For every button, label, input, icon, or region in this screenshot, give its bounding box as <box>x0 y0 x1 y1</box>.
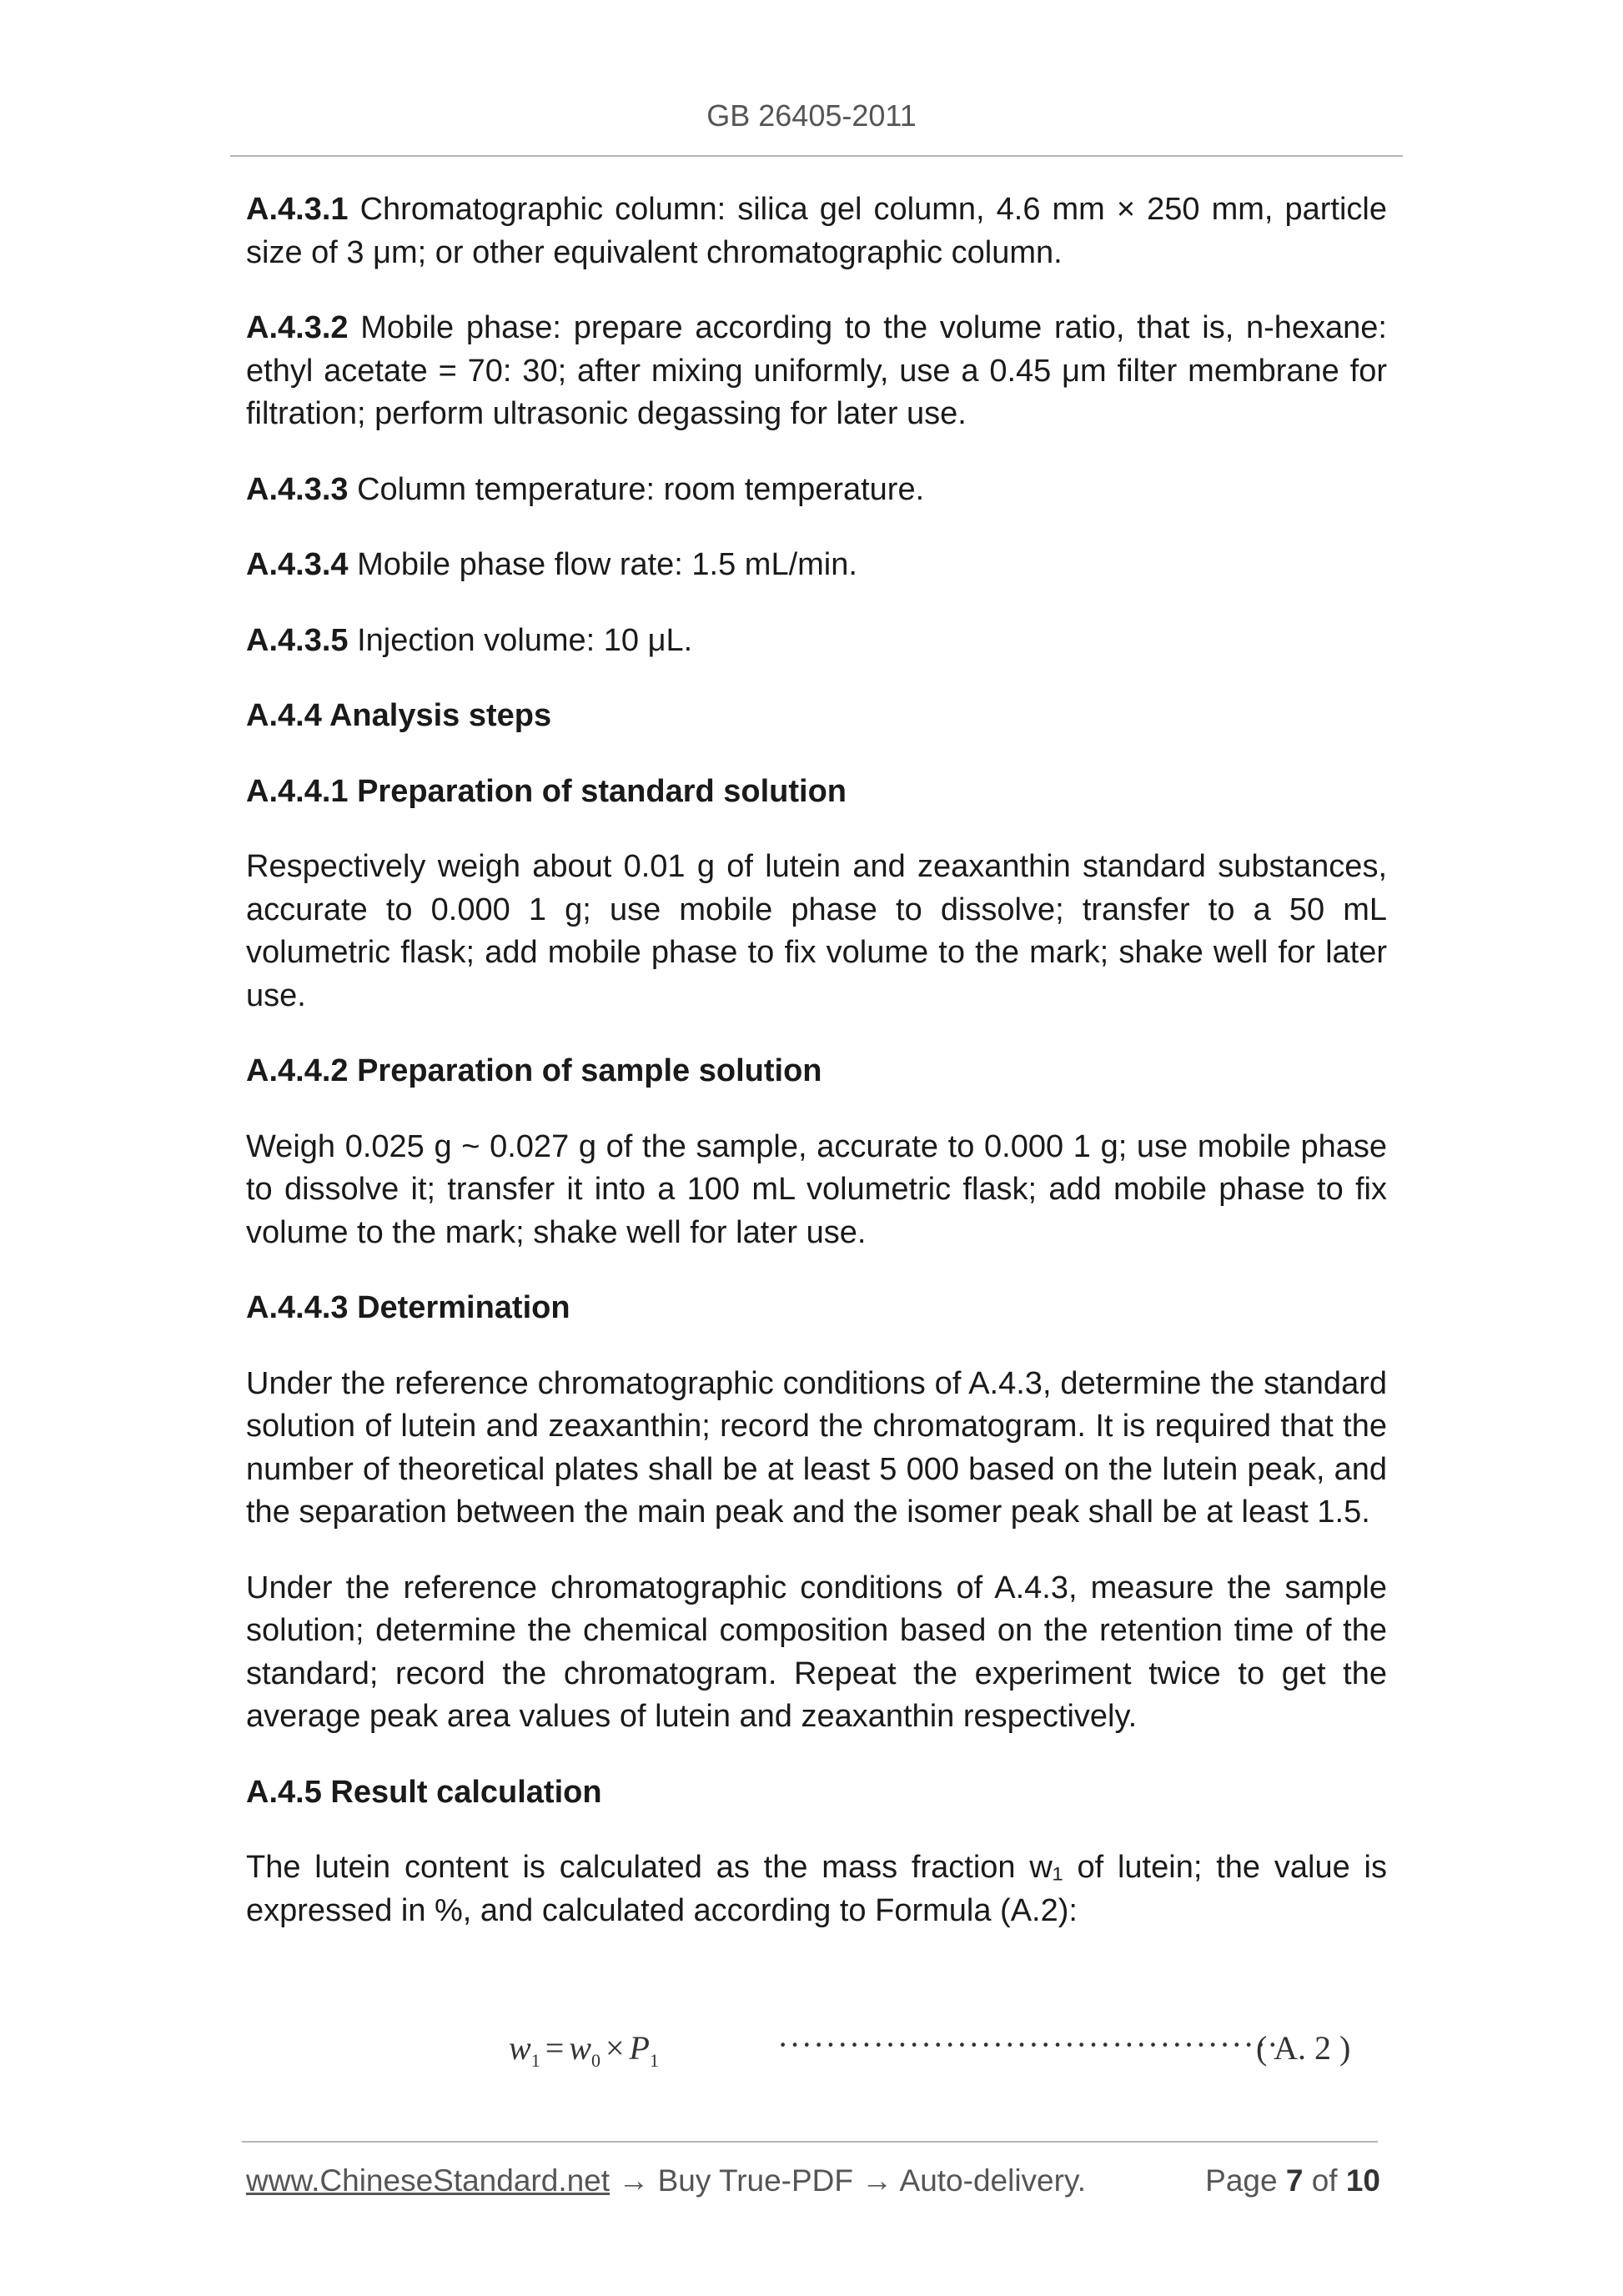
footer-promo <box>246 2163 1086 2198</box>
formula-expression <box>509 2028 659 2072</box>
paragraph-a431 <box>246 188 1387 274</box>
clause-text: Injection volume: 10 μL. <box>348 622 693 658</box>
paragraph-sample-solution: Weigh 0.025 g ~ 0.027 g of the sample, accurate to 0.000 1 g; use mobile phase to dissolve it; transfer it into a 100 mL volumetric flask; add mobile phase to fix volume to the mark; shake well for later use. <box>246 1128 1387 1250</box>
formula-var: w <box>569 2029 591 2067</box>
clause-number: A.4.3.1 <box>246 192 349 227</box>
clause-text: Mobile phase flow rate: 1.5 mL/min. <box>348 547 857 582</box>
paragraph-standard-solution: Respectively weigh about 0.01 g of lutein and zeaxanthin standard substances, accurate to 0.000 1 g; use mobile phase to dissolve; transfer to a 50 mL volumetric flask; add mobile phase to fix volume to the mark; shake well for later use. <box>246 849 1387 1013</box>
formula-sub: 1 <box>649 2050 659 2071</box>
page-indicator <box>1205 2163 1380 2198</box>
paragraph-a435 <box>246 620 1387 663</box>
clause-number: A.4.3.5 <box>246 622 349 658</box>
paragraph-a434 <box>246 544 1387 587</box>
page-current: 7 <box>1285 2163 1304 2198</box>
section-heading-a442: A.4.4.2 Preparation of sample solution <box>246 1053 822 1088</box>
section-heading-a44: A.4.4 Analysis steps <box>246 698 552 733</box>
paragraph-determination-2: Under the reference chromatographic conditions of A.4.3, measure the sample solution; determine the chemical composition based on the retention time of the standard; record the chromatogram. Repeat the experiment twice to get the average peak area values of lutein and zeaxanthin respectively. <box>246 1570 1387 1734</box>
formula-var: w <box>509 2029 531 2067</box>
clause-number: A.4.3.3 <box>246 471 349 507</box>
paragraph-result-calculation: The lutein content is calculated as the mass fraction w₁ of lutein; the value is expressed in %, and calculated according to Formula (A.2): <box>246 1850 1387 1928</box>
formula-equals: = <box>545 2029 565 2067</box>
page-of: of <box>1303 2163 1346 2198</box>
formula-sub: 0 <box>590 2050 600 2071</box>
section-heading-a441: A.4.4.1 Preparation of standard solution <box>246 773 847 809</box>
footer-tagline: → Buy True-PDF → Auto-delivery. <box>610 2163 1086 2198</box>
page-header: GB 26405-2011 <box>706 98 917 133</box>
section-heading-a45: A.4.5 Result calculation <box>246 1774 602 1810</box>
formula-a2 <box>0 2028 1623 2078</box>
section-heading-a443: A.4.4.3 Determination <box>246 1290 570 1325</box>
formula-number: ( A. 2 ) <box>1256 2029 1351 2067</box>
clause-text: Chromatographic column: silica gel column, 4.6 mm × 250 mm, particle size of 3 μm; or other equivalent chromatographic column. <box>246 192 1387 270</box>
clause-text: Column temperature: room temperature. <box>348 471 925 507</box>
page-label: Page <box>1205 2163 1286 2198</box>
website-link[interactable]: www.ChineseStandard.net <box>246 2163 611 2198</box>
clause-text: Mobile phase: prepare according to the volume ratio, that is, n-hexane: ethyl acetate = 70: 30; after mixing uniformly, use a 0.45 μm filter membrane for filtration; perform ultrasonic degassing for later use. <box>246 310 1387 431</box>
page-footer <box>246 2163 1380 2205</box>
formula-times: × <box>605 2029 625 2067</box>
paragraph-a432 <box>246 307 1387 436</box>
document-body <box>246 188 1387 1965</box>
paragraph-a433 <box>246 469 1387 512</box>
page-total: 10 <box>1345 2163 1380 2198</box>
formula-var: P <box>629 2029 650 2067</box>
formula-leader-dots: ·········································· <box>777 2026 1279 2063</box>
paragraph-determination-1: Under the reference chromatographic conditions of A.4.3, determine the standard solution of lutein and zeaxanthin; record the chromatogram. It is required that the number of theoretical plates shall be at least 5 000 based on the lutein peak, and the separation between the main peak and the isomer peak shall be at least 1.5. <box>246 1365 1387 1530</box>
clause-number: A.4.3.2 <box>246 310 349 345</box>
footer-divider <box>242 2141 1378 2143</box>
clause-number: A.4.3.4 <box>246 547 349 582</box>
formula-sub: 1 <box>530 2050 540 2071</box>
header-divider <box>230 155 1403 157</box>
